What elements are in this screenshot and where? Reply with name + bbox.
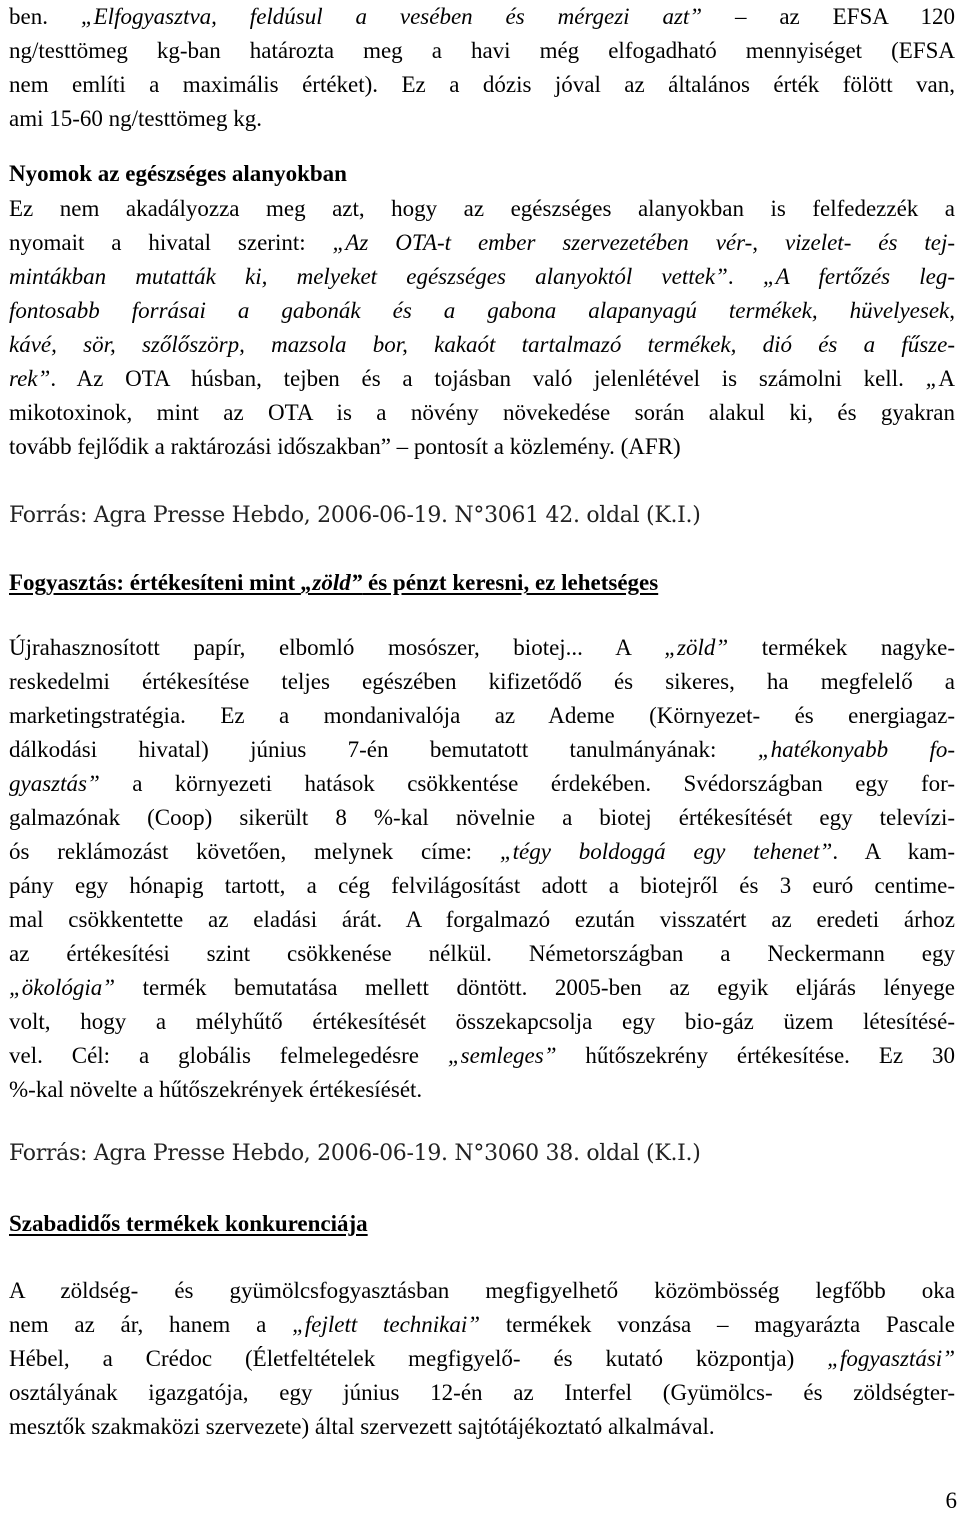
text-run: „Az OTA-t ember szervezetében vér-, vizelet- és tej-	[332, 230, 955, 255]
text-run: „fejlett technikai”	[292, 1312, 481, 1337]
text-run: mintákban mutatták ki, melyeket egészséges alanyoktól vettek”	[9, 264, 728, 289]
text-run: „zöld”	[664, 635, 729, 660]
text-line	[9, 102, 955, 136]
text-line	[9, 801, 955, 835]
text-run: Hébel, a Crédoc (Életfeltételek megfigyelő- és kutató központja)	[9, 1346, 828, 1371]
text-run: A	[938, 366, 955, 391]
text-run: . A kam-	[832, 839, 955, 864]
text-run: „A fertőzés leg-	[762, 264, 956, 289]
text-run: A zöldség- és gyümölcsfogyasztásban megfigyelhető közömbösség legfőbb oka	[9, 1278, 955, 1303]
text-line	[9, 0, 955, 34]
text-line	[9, 34, 955, 68]
text-line	[9, 294, 955, 328]
text-run: reskedelmi értékesítése teljes egészében kifizetődő és sikeres, ha megfelelő a	[9, 669, 955, 694]
text-run: ben.	[9, 4, 81, 29]
text-run: mesztők szakmaközi szervezete) által szervezett sajtótájékoztató alkalmával.	[9, 1414, 715, 1439]
text-line	[9, 971, 955, 1005]
text-line	[9, 1073, 955, 1107]
text-line	[9, 1308, 955, 1342]
source-citation-1: Forrás: Agra Presse Hebdo, 2006-06-19. N°3061 42. oldal (K.I.)	[9, 503, 701, 528]
text-line	[9, 767, 955, 801]
section-heading-traces: Nyomok az egészséges alanyokban	[9, 161, 347, 186]
text-run: nyomait a hivatal szerint:	[9, 230, 333, 255]
text-line	[9, 835, 955, 869]
text-line	[9, 68, 955, 102]
text-line	[9, 192, 955, 226]
text-line	[9, 1410, 955, 1444]
text-line	[9, 1039, 955, 1073]
text-run: Ez nem akadályozza meg azt, hogy az egészséges alanyokban is felfedezzék a	[9, 196, 955, 221]
text-run: dálkodási hivatal) június 7-én bemutatott tanulmányának:	[9, 737, 758, 762]
text-line	[9, 903, 955, 937]
text-run: marketingstratégia. Ez a mondanivalója az Ademe (Környezet- és energiagaz-	[9, 703, 955, 728]
text-run: „tégy boldoggá egy tehenet”	[499, 839, 833, 864]
text-line	[9, 1274, 955, 1308]
text-line	[9, 733, 955, 767]
text-run: ós reklámozást követően, melynek címe:	[9, 839, 500, 864]
text-run: ami 15-60 ng/testtömeg kg.	[9, 106, 262, 131]
text-line	[9, 665, 955, 699]
text-line	[9, 869, 955, 903]
text-run: galmazónak (Coop) sikerült 8 %-kal növelnie a biotej értékesítését egy televízi-	[9, 805, 955, 830]
text-run: .	[727, 264, 763, 289]
text-run: mikotoxinok, mint az OTA is a növény növekedése során alakul ki, és gyakran	[9, 400, 955, 425]
text-run: termékek nagyke-	[728, 635, 955, 660]
text-line	[9, 937, 955, 971]
source-citation-2: Forrás: Agra Presse Hebdo, 2006-06-19. N°3060 38. oldal (K.I.)	[9, 1141, 701, 1166]
text-run: mal csökkentette az eladási árát. A forgalmazó ezután visszatért az eredeti árhoz	[9, 907, 955, 932]
text-run: a környezeti hatások csökkentése érdekében. Svédországban egy for-	[99, 771, 955, 796]
text-run: „	[925, 366, 939, 391]
text-run: termékek vonzása – magyarázta Pascale	[480, 1312, 955, 1337]
text-run: „fogyasztási”	[827, 1346, 955, 1371]
text-run: az értékesítési szint csökkenése nélkül. Németországban a Neckermann egy	[9, 941, 955, 966]
text-run: „ökológia”	[9, 975, 116, 1000]
text-run: . Az OTA húsban, tejben és a tojásban való jelenlétével is számolni kell.	[50, 366, 926, 391]
text-run: ng/testtömeg kg-ban határozta meg a havi még elfogadható mennyiséget (EFSA	[9, 38, 955, 63]
text-line	[9, 328, 955, 362]
text-run: Újrahasznosított papír, elbomló mosószer, biotej... A	[9, 635, 665, 660]
text-run: „hatékonyabb fo-	[757, 737, 955, 762]
section-heading-consumption	[9, 566, 955, 600]
text-line	[9, 430, 955, 464]
text-run: és pénzt keresni, ez lehetséges	[362, 570, 659, 595]
text-run: vel. Cél: a globális felmelegedésre	[9, 1043, 448, 1068]
section-heading-leisure: Szabadidős termékek konkurenciája	[9, 1211, 368, 1236]
text-line	[9, 260, 955, 294]
text-run: – az EFSA 120	[702, 4, 955, 29]
text-line	[9, 1005, 955, 1039]
text-run: rek”	[9, 366, 51, 391]
text-run: fontosabb forrásai a gabonák és a gabona alapanyagú termékek, hüvelyesek,	[9, 298, 955, 323]
text-run: nem az ár, hanem a	[9, 1312, 293, 1337]
page-number: 6	[945, 1488, 957, 1513]
text-line	[9, 1342, 955, 1376]
text-run: termék bemutatása mellett döntött. 2005-ben az egyik eljárás lényege	[115, 975, 955, 1000]
text-run: Fogyasztás: értékesíteni mint	[9, 570, 301, 595]
text-run: „semleges”	[447, 1043, 557, 1068]
text-line	[9, 396, 955, 430]
text-run: tovább fejlődik a raktározási időszakban” – pontosít a közlemény. (AFR)	[9, 434, 681, 459]
text-line	[9, 699, 955, 733]
text-line	[9, 226, 955, 260]
text-run: „zöld”	[300, 570, 363, 595]
text-line	[9, 362, 955, 396]
text-run: %-kal növelte a hűtőszekrények értékesíését.	[9, 1077, 423, 1102]
text-run: volt, hogy a mélyhűtő értékesítését összekapcsolja egy bio-gáz üzem létesítésé-	[9, 1009, 955, 1034]
text-run: kávé, sör, szőlőszörp, mazsola bor, kakaót tartalmazó termékek, dió és a fűsze-	[9, 332, 955, 357]
text-run: hűtőszekrény értékesítése. Ez 30	[556, 1043, 955, 1068]
text-line	[9, 631, 955, 665]
text-run: „Elfogyasztva, feldúsul a vesében és mérgezi azt”	[80, 4, 703, 29]
text-run: gyasztás”	[9, 771, 100, 796]
text-line	[9, 1376, 955, 1410]
text-run: osztályának igazgatója, egy június 12-én az Interfel (Gyümölcs- és zöldségter-	[9, 1380, 955, 1405]
text-run: pány egy hónapig tartott, a cég felvilágosítást adott a biotejről és 3 euró centime-	[9, 873, 955, 898]
text-run: nem említi a maximális értéket). Ez a dózis jóval az általános érték fölött van,	[9, 72, 955, 97]
